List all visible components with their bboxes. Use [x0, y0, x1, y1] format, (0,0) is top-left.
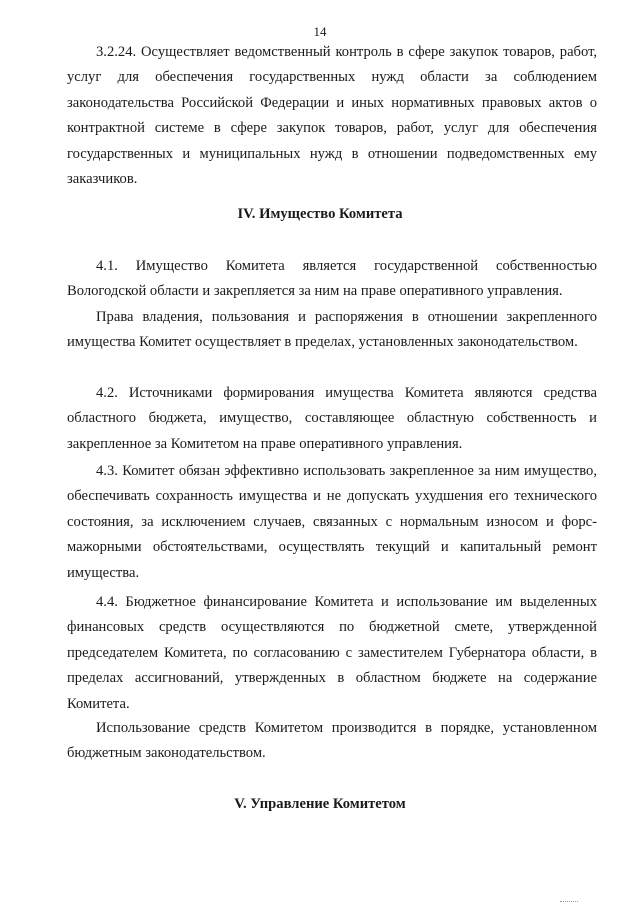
page-number: 14	[313, 24, 327, 39]
section-heading-5: V. Управление Комитетом	[234, 796, 406, 812]
section-heading-4: IV. Имущество Комитета	[237, 206, 403, 222]
paragraph-4-2: 4.2. Источниками формирования имущества Комитета являются средства областного бюджета, имущество, составляющее областную собственность и закрепленное за Комитетом на праве оперативного управления.	[67, 385, 597, 452]
paragraph-4-3: 4.3. Комитет обязан эффективно использовать закрепленное за ним имущество, обеспечивать сохранность имущества и не допускать ухудшения его технического состояния, за исключением случаев, связанных с нормальным износом и форс-мажорными обстоятельствами, осуществлять текущий и капитальный ремонт имущества.	[67, 463, 597, 581]
paragraph-4-4: 4.4. Бюджетное финансирование Комитета и использование им выделенных финансовых средств осуществляются по бюджетной смете, утвержденной председателем Комитета, по согласованию с заместителем Губернатора области, в пределах ассигнований, утвержденных в областном бюджете на содержание Комитета.	[67, 594, 597, 712]
paragraph-4-1: 4.1. Имущество Комитета является государственной собственностью Вологодской области и закрепляется за ним на праве оперативного управления.	[67, 258, 597, 300]
paragraph-4-1-rights: Права владения, пользования и распоряжения в отношении закрепленного имущества Комитет осуществляет в пределах, установленных законодательством.	[67, 309, 597, 351]
paragraph-3-2-24: 3.2.24. Осуществляет ведомственный контроль в сфере закупок товаров, работ, услуг для обеспечения государственных нужд области за соблюдением законодательства Российской Федерации и иных нормативных правовых актов о контрактной системе в сфере закупок товаров, работ, услуг для обеспечения государственных и муниципальных нужд в отношении подведомственных ему заказчиков.	[67, 44, 597, 188]
scan-corner-mark	[560, 901, 578, 903]
paragraph-4-4-usage: Использование средств Комитетом производится в порядке, установленном бюджетным законодательством.	[67, 720, 597, 762]
